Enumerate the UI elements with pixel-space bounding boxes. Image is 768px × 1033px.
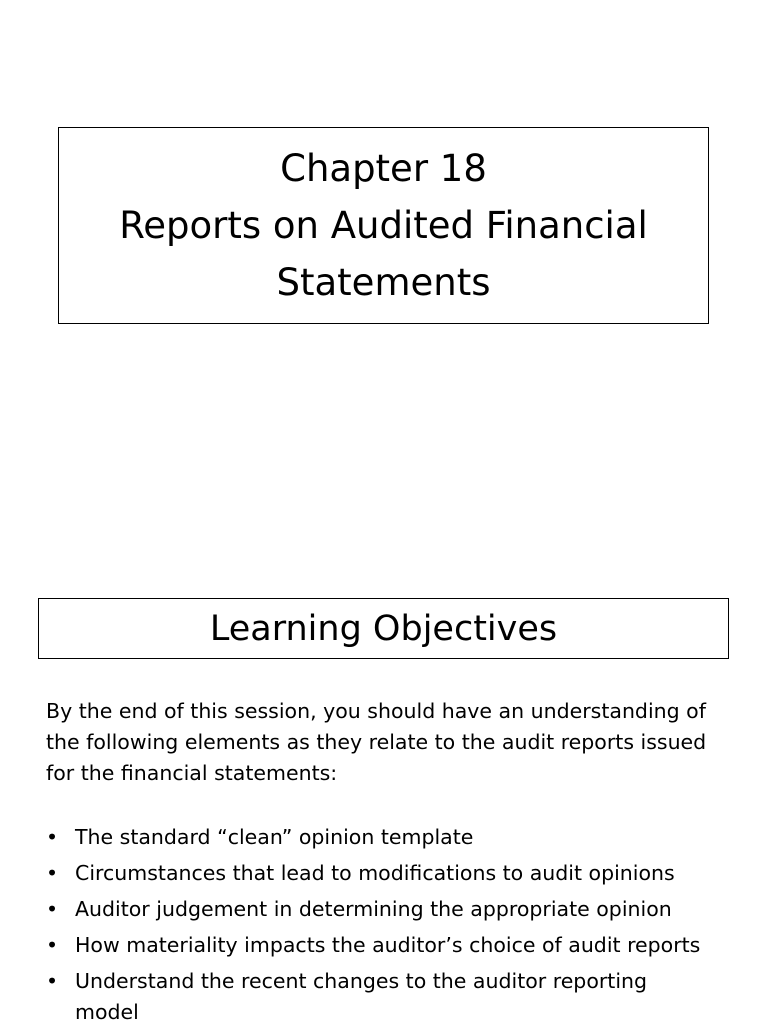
list-item <box>46 966 736 1028</box>
list-item-text-continued: model <box>75 1000 139 1024</box>
list-item-text: The standard “clean” opinion template <box>75 825 474 849</box>
list-item <box>46 858 736 889</box>
bullet-icon: • <box>46 933 59 957</box>
list-item <box>46 822 736 853</box>
list-item-text: Auditor judgement in determining the appropriate opinion <box>75 897 672 921</box>
bullet-icon: • <box>46 861 59 885</box>
list-item-text: Understand the recent changes to the auditor reporting <box>75 969 648 993</box>
intro-line: By the end of this session, you should have an understanding of <box>46 699 706 723</box>
chapter-title-box <box>58 127 709 324</box>
bullet-icon: • <box>46 969 59 993</box>
bullet-icon: • <box>46 825 59 849</box>
list-item <box>46 894 736 925</box>
chapter-title-line-2: Statements <box>276 261 491 304</box>
list-item-text: Circumstances that lead to modifications to audit opinions <box>75 861 675 885</box>
intro-paragraph <box>46 696 736 789</box>
bullet-icon: • <box>46 897 59 921</box>
chapter-number: Chapter 18 <box>280 147 487 190</box>
intro-line: the following elements as they relate to the audit reports issued <box>46 730 707 754</box>
learning-objectives-heading: Learning Objectives <box>209 608 558 649</box>
learning-objectives-heading-box <box>38 598 729 659</box>
list-item-text: How materiality impacts the auditor’s choice of audit reports <box>75 933 701 957</box>
objectives-list <box>46 822 736 1033</box>
list-item <box>46 930 736 961</box>
intro-line: for the financial statements: <box>46 761 338 785</box>
chapter-title-line-1: Reports on Audited Financial <box>119 204 648 247</box>
